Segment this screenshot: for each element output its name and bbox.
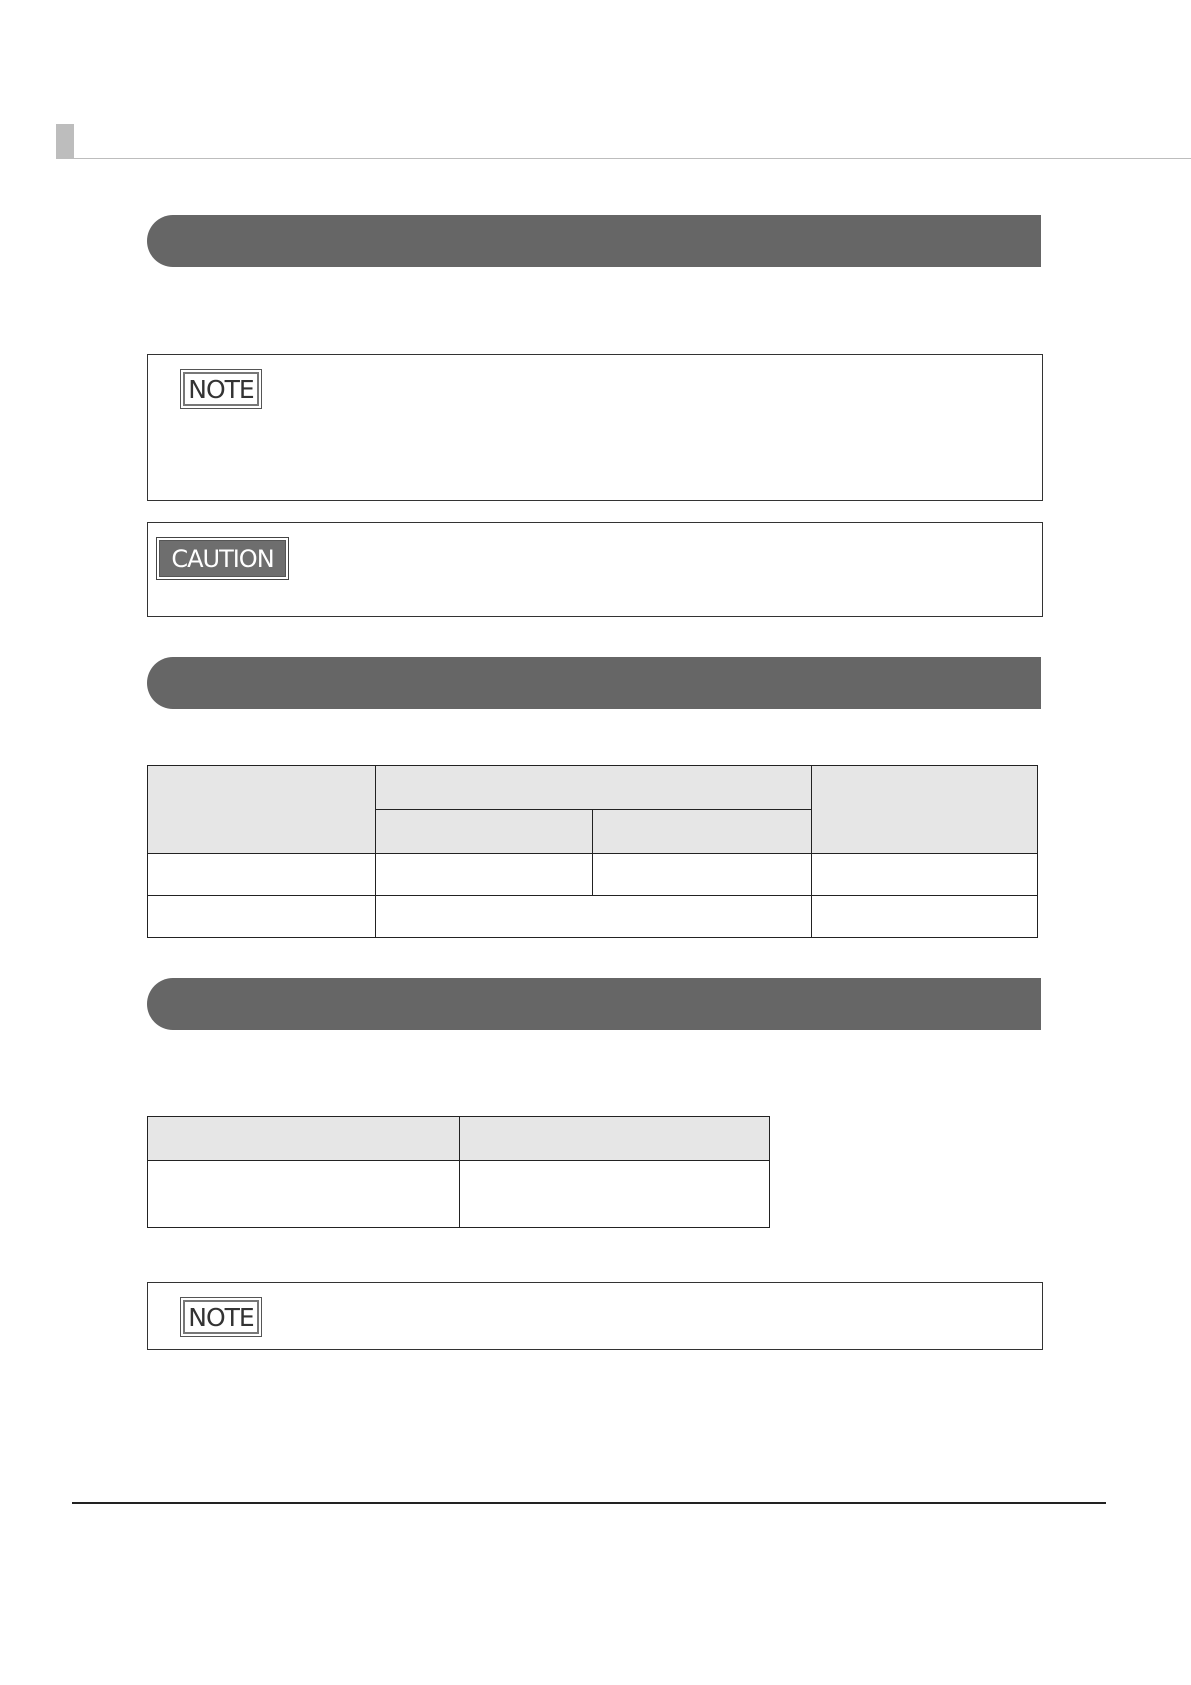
table1-cell xyxy=(148,854,376,896)
note-badge-2 xyxy=(180,1297,262,1337)
note-box-1 xyxy=(147,354,1043,501)
caution-label: CAUTION xyxy=(159,540,286,577)
section-heading-bar-3 xyxy=(147,978,1041,1030)
table1-cell xyxy=(148,896,376,938)
table1-header-cell xyxy=(375,766,812,810)
section-heading-bar-1 xyxy=(147,215,1041,267)
table1-cell xyxy=(593,854,812,896)
section-heading-bar-2 xyxy=(147,657,1041,709)
note-box-2 xyxy=(147,1282,1043,1350)
table2-header-cell xyxy=(460,1117,770,1161)
table1-header-cell xyxy=(148,766,376,854)
note-label-1: NOTE xyxy=(183,372,259,406)
table1-cell xyxy=(375,896,812,938)
table2-header-cell xyxy=(148,1117,460,1161)
note-badge-1 xyxy=(180,369,262,409)
table1-subheader-cell xyxy=(593,810,812,854)
footer-rule xyxy=(72,1502,1106,1504)
table1-cell xyxy=(375,854,593,896)
chapter-header-rule xyxy=(74,158,1191,159)
chapter-marker xyxy=(56,124,74,159)
note-label-2: NOTE xyxy=(183,1300,259,1334)
table1-cell xyxy=(812,896,1038,938)
caution-badge xyxy=(156,537,289,580)
table2-cell xyxy=(460,1161,770,1228)
spec-table-2 xyxy=(147,1116,770,1228)
table1-header-cell xyxy=(812,766,1038,854)
table1-cell xyxy=(812,854,1038,896)
table2-cell xyxy=(148,1161,460,1228)
table1-subheader-cell xyxy=(375,810,593,854)
spec-table-1 xyxy=(147,765,1038,938)
